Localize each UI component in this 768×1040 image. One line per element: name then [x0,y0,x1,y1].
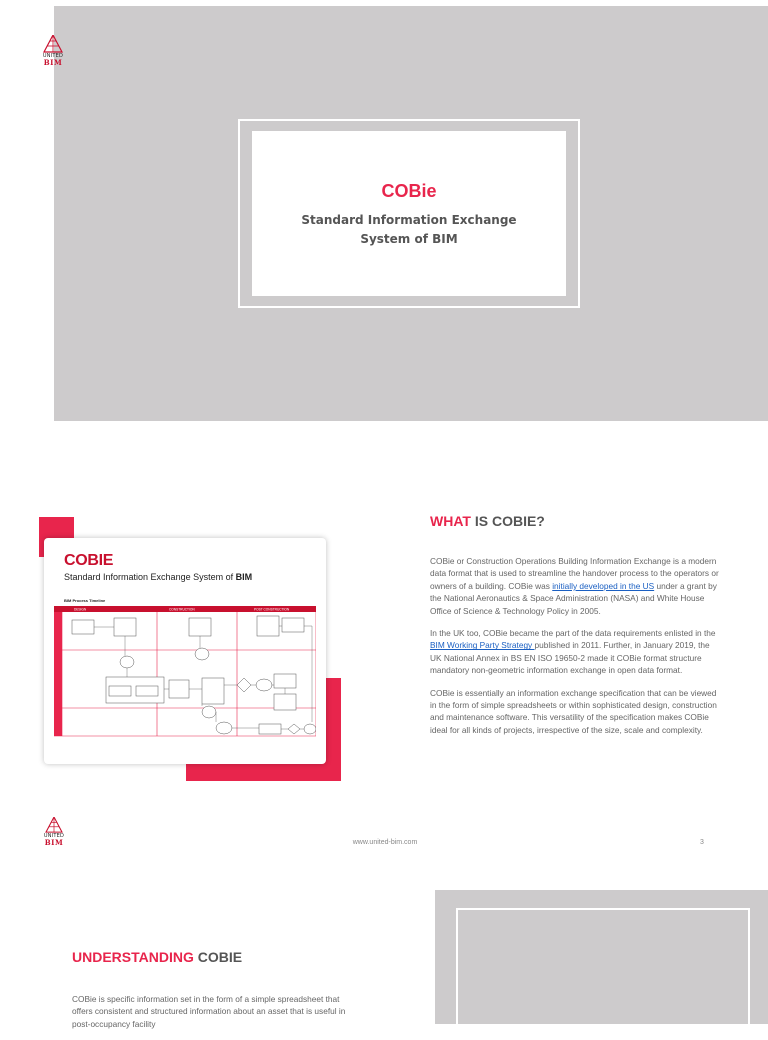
p2-text-a: In the UK too, COBie became the part of the data requirements enlisted in the [430,628,716,639]
bim-process-diagram [54,594,316,754]
heading-accent-word: WHAT [430,513,471,529]
logo-text-united: UNITED [43,833,65,839]
phase-post-construction: POST CONSTRUCTION [254,607,290,612]
p1-text-a: COBie or Construction Operations Building Information Exchange is a modern data format that is used to streamline the handover process to the operators or owners of a building. COBie was [430,556,719,591]
diagram-lane-header [54,612,62,736]
page4-paragraph-1: COBie is specific information set in the form of a simple spreadsheet that offers consistent and structured information about an asset that is useful in post-occupancy facility [72,994,346,1029]
slide-subtitle [64,572,252,582]
paragraph-2 [430,627,720,677]
page-number: 3 [700,839,704,846]
tower-logo-icon [43,817,65,833]
understanding-cobie-body [72,993,347,1040]
p1-text-b: under a grant by the National Aeronautics & Space Administration (NASA) and White House Office of Science & Technology Policy in 2005. [430,580,717,616]
p2-text-b: published in 2011. Further, in January 2019, the UK National Annex in BS EN ISO 19650-2 made it COBie format structure mandatory non-geometric information exchange in open data format. [430,640,710,676]
cover-subtitle [252,211,566,249]
us-development-link[interactable]: initially developed in the US [552,580,655,591]
tower-logo-icon [41,35,65,53]
cover-title-card [252,131,566,296]
cover-subtitle-line1: Standard Information Exchange [301,213,517,227]
heading-rest: COBIE [193,949,243,965]
cover-title: COBie [381,181,437,201]
heading-rest: IS COBIE? [470,513,545,529]
understanding-cobie-heading [72,949,242,965]
united-bim-logo [35,35,71,67]
footer-website: www.united-bim.com [352,839,418,846]
logo-text-bim: BIM [44,838,64,847]
phase-construction: CONSTRUCTION [169,607,195,612]
logo-text-united: UNITED [42,53,64,59]
paragraph-1 [430,555,720,617]
paragraph-3: COBie is essentially an information exchange specification that can be viewed in the form of simple spreadsheets or within sophisticated design, construction and maintenance software. This versatility of the specification makes COBie ideal for all kinds of projects, irrespective of the size, scale and complexity. [430,687,717,735]
cover-subtitle-line2: System of BIM [360,232,458,246]
phase-design: DESIGN [74,607,87,612]
slide-title: COBIE [64,552,114,569]
page4-image-frame [456,908,750,1038]
footer-logo [36,817,72,847]
logo-text-bim: BIM [43,58,63,67]
diagram-title: BIM Process Timeline [64,598,106,603]
what-is-cobie-heading [430,513,545,529]
what-is-cobie-body [430,555,720,746]
heading-accent-word: UNDERSTANDING [72,949,194,965]
bim-working-party-link[interactable]: BIM Working Party Strategy [430,640,535,651]
slide-subtitle-bold: BIM [235,572,253,582]
slide-subtitle-text: Standard Information Exchange System of [64,572,236,582]
cobie-slide-image [44,538,326,764]
